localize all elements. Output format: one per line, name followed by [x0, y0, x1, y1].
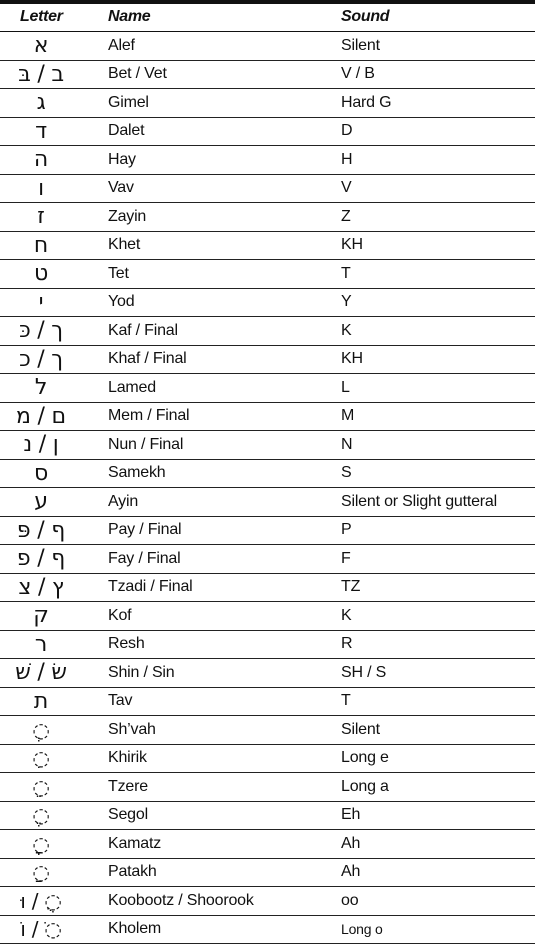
sound-cell: Z [341, 207, 351, 225]
sound-cell: Hard G [341, 93, 392, 111]
table-row [0, 203, 535, 232]
sound-cell: Silent or Slight gutteral [341, 492, 497, 510]
sound-cell: L [341, 378, 350, 396]
letter-cell: ח [33, 232, 49, 258]
name-cell: Ayin [108, 492, 139, 510]
name-cell: Fay / Final [108, 549, 181, 567]
table-row [0, 517, 535, 546]
sound-cell: S [341, 464, 352, 482]
header-sound: Sound [341, 8, 390, 25]
table-row [0, 260, 535, 289]
name-cell: Tzadi / Final [108, 578, 193, 596]
letter-cell: ת [33, 688, 49, 714]
letter-cell: ד [35, 118, 47, 144]
sound-cell: N [341, 435, 353, 453]
sound-cell: KH [341, 350, 363, 368]
table-row [0, 232, 535, 261]
table-body [0, 32, 535, 944]
letter-cell: וֹ / ◌ֹ [20, 917, 62, 942]
table-row [0, 545, 535, 574]
name-cell: Samekh [108, 464, 166, 482]
table-row [0, 574, 535, 603]
name-cell: Koobootz / Shoorook [108, 891, 254, 909]
letter-cell: ◌ִ [32, 746, 50, 771]
name-cell: Khaf / Final [108, 350, 187, 368]
name-cell: Kholem [108, 920, 162, 938]
sound-cell: oo [341, 891, 359, 909]
sound-cell: T [341, 692, 351, 710]
letter-cell: שׂ / שׁ [15, 660, 67, 686]
sound-cell: Ah [341, 863, 361, 881]
table-row [0, 830, 535, 859]
name-cell: Shin / Sin [108, 663, 175, 681]
name-cell: Lamed [108, 378, 156, 396]
name-cell: Kamatz [108, 834, 162, 852]
sound-cell: H [341, 150, 353, 168]
name-cell: Khirik [108, 749, 147, 767]
name-cell: Yod [108, 293, 135, 311]
table-row [0, 688, 535, 717]
sound-cell: K [341, 321, 352, 339]
name-cell: Mem / Final [108, 407, 190, 425]
sound-cell: V / B [341, 65, 375, 83]
letter-cell: ט [33, 261, 49, 287]
name-cell: Nun / Final [108, 435, 184, 453]
letter-cell: ב / בּ [18, 61, 64, 87]
table-row [0, 61, 535, 90]
table-row [0, 916, 535, 945]
table-row [0, 175, 535, 204]
table-row [0, 773, 535, 802]
letter-cell: ץ / צ [18, 574, 64, 600]
name-cell: Kaf / Final [108, 321, 178, 339]
letter-cell: ר [34, 631, 48, 657]
sound-cell: TZ [341, 578, 361, 596]
table-row [0, 745, 535, 774]
name-cell: Gimel [108, 93, 149, 111]
table-row [0, 488, 535, 517]
name-cell: Patakh [108, 863, 157, 881]
name-cell: Tzere [108, 777, 148, 795]
sound-cell: Silent [341, 720, 380, 738]
table-row [0, 32, 535, 61]
letter-cell: ן / נ [23, 432, 59, 458]
name-cell: Hay [108, 150, 136, 168]
letter-cell: ג [36, 90, 46, 116]
table-row [0, 89, 535, 118]
sound-cell: Y [341, 293, 352, 311]
letter-cell: ◌ָ [32, 831, 50, 856]
table-row [0, 118, 535, 147]
letter-cell: ז [37, 204, 45, 230]
letter-cell: י [38, 289, 44, 315]
letter-cell: ם / מ [16, 403, 66, 429]
table-row [0, 374, 535, 403]
letter-cell: ך / כּ [19, 318, 63, 344]
table-row [0, 887, 535, 916]
name-cell: Khet [108, 236, 141, 254]
name-cell: Vav [108, 179, 134, 197]
name-cell: Dalet [108, 122, 145, 140]
sound-cell: Eh [341, 806, 361, 824]
name-cell: Pay / Final [108, 521, 182, 539]
sound-cell: V [341, 179, 352, 197]
name-cell: Bet / Vet [108, 65, 167, 83]
table-row [0, 859, 535, 888]
letter-cell: ◌ַ [32, 860, 50, 885]
letter-cell: ל [34, 375, 48, 401]
name-cell: Kof [108, 606, 132, 624]
table-row [0, 317, 535, 346]
letter-cell: ע [34, 489, 48, 515]
name-cell: Zayin [108, 207, 147, 225]
letter-cell: ◌ֵ [32, 774, 50, 799]
sound-cell: D [341, 122, 353, 140]
sound-cell: M [341, 407, 355, 425]
letter-cell: ◌ֶ [32, 803, 50, 828]
sound-cell: T [341, 264, 351, 282]
letter-cell: וּ / ◌ֻ [20, 888, 62, 913]
sound-cell: Long a [341, 777, 389, 795]
name-cell: Segol [108, 806, 148, 824]
name-cell: Tav [108, 692, 133, 710]
sound-cell: Long o [341, 921, 383, 938]
table-row [0, 802, 535, 831]
letter-cell: ף / פּ [16, 517, 66, 543]
name-cell: Tet [108, 264, 129, 282]
sound-cell: F [341, 549, 351, 567]
header-name: Name [108, 8, 151, 25]
letter-cell: א [33, 33, 49, 59]
letter-cell: ה [33, 147, 49, 173]
name-cell: Resh [108, 635, 145, 653]
table-row [0, 631, 535, 660]
table-row [0, 716, 535, 745]
table-row [0, 602, 535, 631]
sound-cell: P [341, 521, 352, 539]
letter-cell: ס [33, 460, 49, 486]
table-row [0, 146, 535, 175]
name-cell: Alef [108, 36, 135, 54]
sound-cell: Silent [341, 36, 380, 54]
name-cell: Sh’vah [108, 720, 156, 738]
letter-cell: ק [33, 603, 49, 629]
sound-cell: Long e [341, 749, 389, 767]
sound-cell: K [341, 606, 352, 624]
table-row [0, 289, 535, 318]
header-letter: Letter [20, 8, 63, 25]
sound-cell: KH [341, 236, 363, 254]
sound-cell: R [341, 635, 353, 653]
letter-cell: ך / כ [19, 346, 63, 372]
table-row [0, 460, 535, 489]
letter-cell: ף / פ [16, 546, 66, 572]
table-row [0, 431, 535, 460]
sound-cell: SH / S [341, 663, 387, 681]
table-row [0, 403, 535, 432]
table-header [0, 4, 535, 32]
table-row [0, 659, 535, 688]
letter-cell: ◌ְ [32, 717, 50, 742]
sound-cell: Ah [341, 834, 361, 852]
table-row [0, 346, 535, 375]
letter-cell: ו [38, 175, 44, 201]
